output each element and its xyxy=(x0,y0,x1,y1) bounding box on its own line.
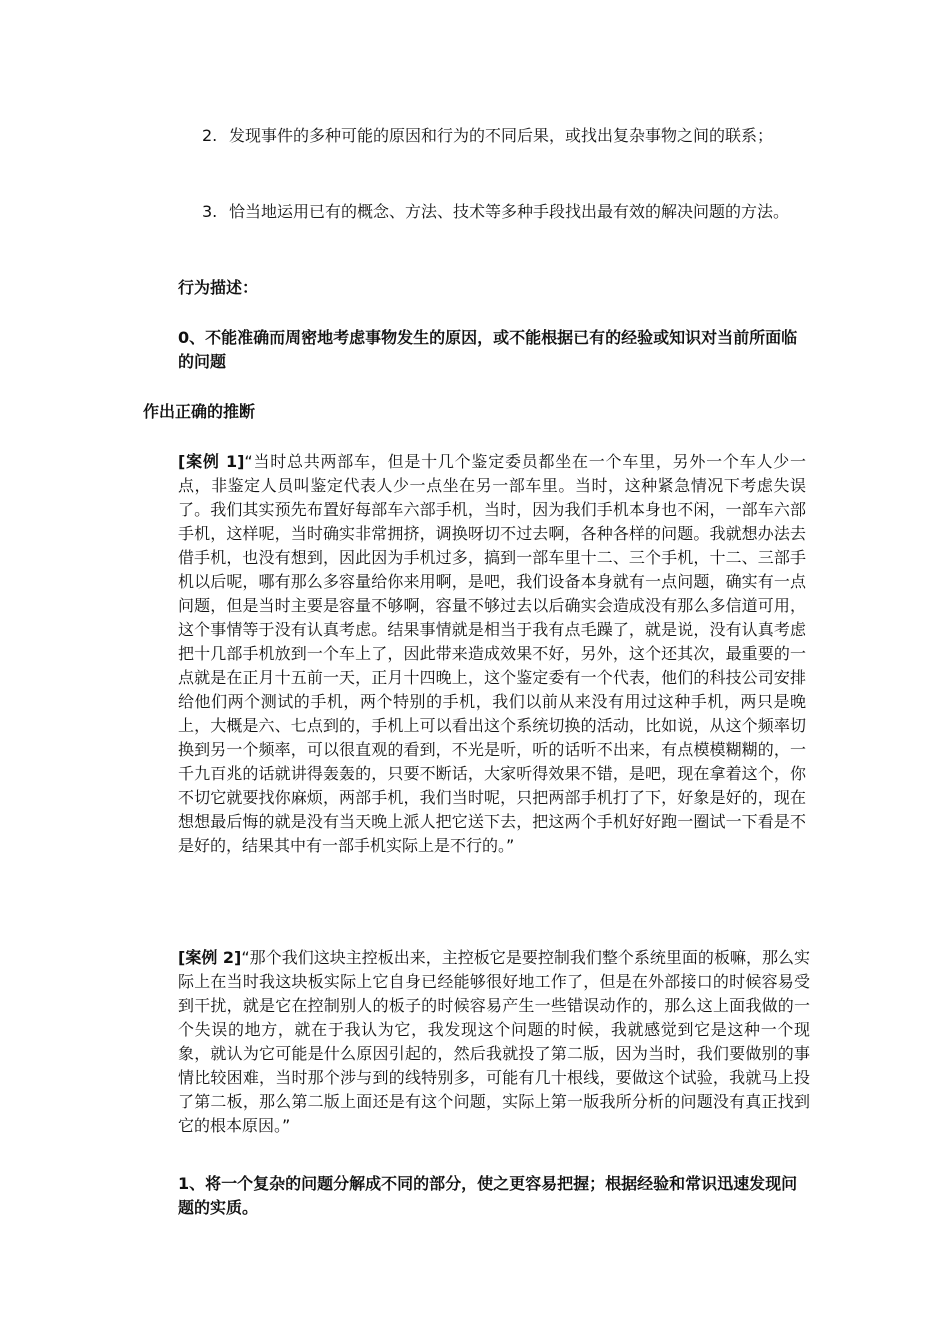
case-1-label: [案例 1] xyxy=(178,452,245,471)
case-2-text: “那个我们这块主控板出来，主控板它是要控制我们整个系统里面的板嘛，那么实际上在当时我这块板实际上它自身已经能够很好地工作了，但是在外部接口的时候容易受到干扰，就是它在控制别人的板子的时候容易产生一些错误动作的，那么这上面我做的一个失误的地方，就在于我认为它，我发现这个问题的时候，我就感觉到它是这种一个现象，就认为它可能是什么原因引起的，然后我就投了第二版，因为当时，我们要做别的事情比较困难，当时那个涉与到的线特别多，可能有几十根线，要做这个试验，我就马上投了第二板，那么第二版上面还是有这个问题，实际上第一版我所分析的问题没有真正找到它的根本原因。” xyxy=(178,948,810,1135)
list-text: 发现事件的多种可能的原因和行为的不同后果，或找出复杂事物之间的联系； xyxy=(229,126,774,145)
list-item xyxy=(202,200,814,224)
case-2-paragraph xyxy=(178,946,810,1138)
case-1-paragraph xyxy=(178,450,806,858)
behavior-heading: 行为描述： xyxy=(178,278,259,297)
level-0-heading-continuation: 作出正确的推断 xyxy=(143,402,256,421)
list-item xyxy=(202,124,814,148)
list-number: 2. xyxy=(202,126,218,145)
level-0-heading: 0、不能准确而周密地考虑事物发生的原因，或不能根据已有的经验或知识对当前所面临的问题 xyxy=(178,328,798,371)
case-1-text: “当时总共两部车，但是十几个鉴定委员都坐在一个车里，另外一个车人少一点，非鉴定人员叫鉴定代表人少一点坐在另一部车里。当时，这种紧急情况下考虑失误了。我们其实预先布置好每部车六部手机，当时，因为我们手机本身也不闲，一部车六部手机，这样呢，当时确实非常拥挤，调换呀切不过去啊，各种各样的问题。我就想办法去借手机，也没有想到，因此因为手机过多，搞到一部车里十二、三个手机，十二、三部手机以后呢，哪有那么多容量给你来用啊，是吧，我们设备本身就有一点问题，确实有一点问题，但是当时主要是容量不够啊，容量不够过去以后确实会造成没有那么多信道可用，这个事情等于没有认真考虑。结果事情就是相当于我有点毛躁了，就是说，没有认真考虑把十几部手机放到一个车上了，因此带来造成效果不好，另外，这个还其次，最重要的一点就是在正月十五前一天，正月十四晚上，这个鉴定委有一个代表，他们的科技公司安排给他们两个测试的手机，两个特别的手机，我们以前从来没有用过这种手机，两只是晚上，大概是六、七点到的，手机上可以看出这个系统切换的活动，比如说，从这个频率切换到另一个频率，可以很直观的看到，不光是听，听的话听不出来，有点模模糊糊的，一千九百兆的话就讲得轰轰的，只要不断话，大家听得效果不错，是吧，现在拿着这个，你不切它就要找你麻烦，两部手机，我们当时呢，只把两部手机打了下，好象是好的，现在想想最后悔的就是没有当天晚上派人把它送下去，把这两个手机好好跑一圈试一下看是不是好的，结果其中有一部手机实际上是不行的。” xyxy=(178,452,806,855)
list-text: 恰当地运用已有的概念、方法、技术等多种手段找出最有效的解决问题的方法。 xyxy=(229,202,790,221)
list-number: 3. xyxy=(202,202,218,221)
case-2-label: [案例 2] xyxy=(178,948,242,967)
level-1-heading: 1、将一个复杂的问题分解成不同的部分，使之更容易把握；根据经验和常识迅速发现问题的实质。 xyxy=(178,1174,798,1217)
